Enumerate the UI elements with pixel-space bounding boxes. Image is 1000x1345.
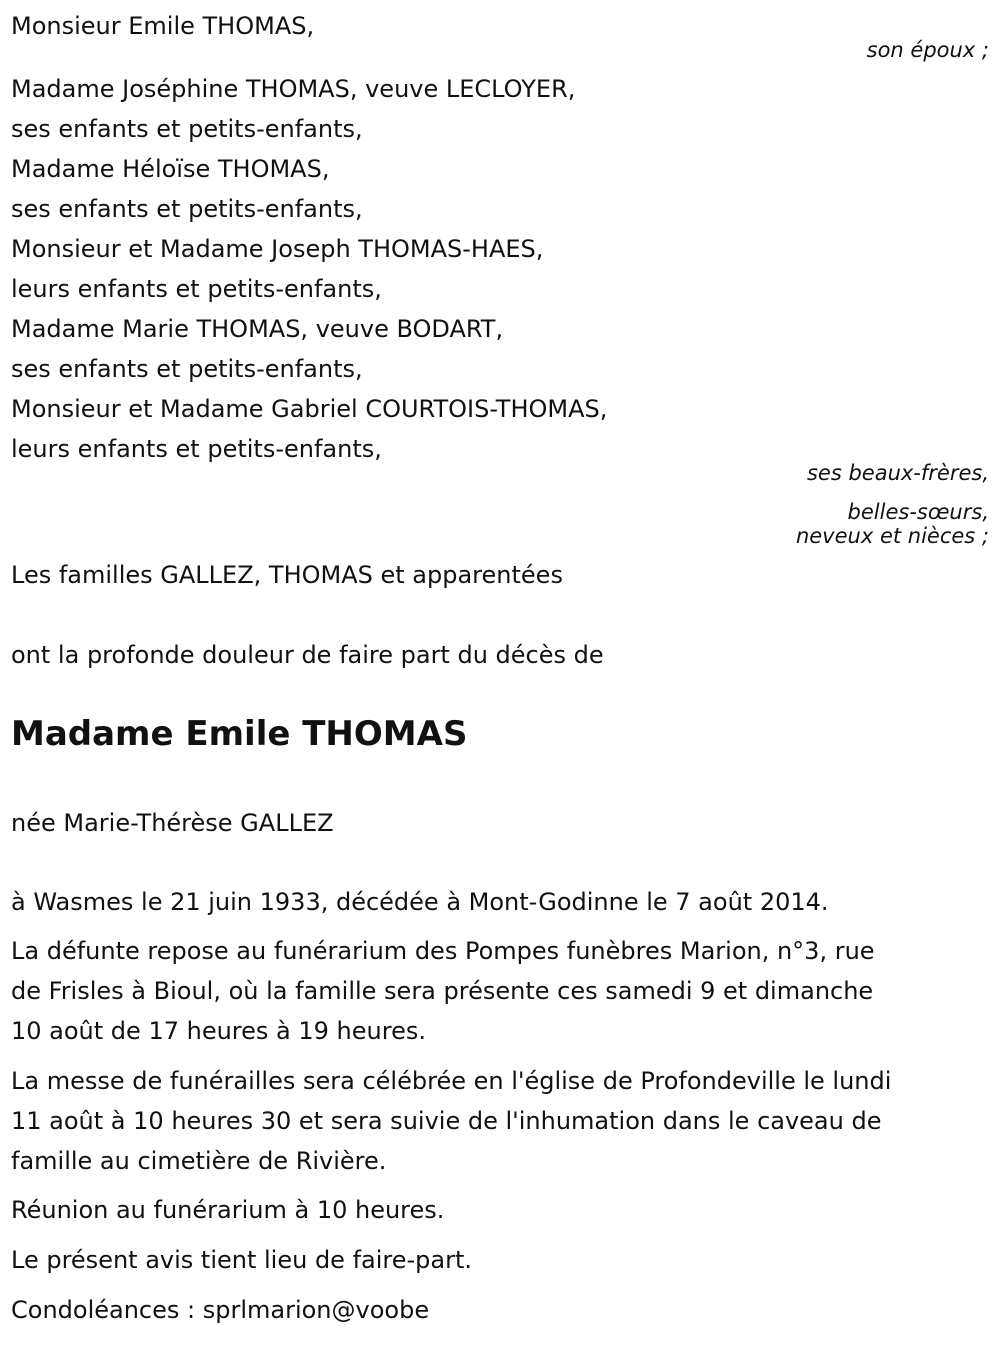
family-line: leurs enfants et petits-enfants, [11,435,382,463]
birth-name: née Marie-Thérèse GALLEZ [11,809,334,837]
birth-death-line: à Wasmes le 21 juin 1933, décédée à Mont-Godinne le 7 août 2014. [11,888,829,916]
family-relation-2: belles-sœurs, [847,500,989,524]
family-line: Madame Marie THOMAS, veuve BODART, [11,315,504,343]
mass-line: La messe de funérailles sera célébrée en l'église de Profondeville le lundi [11,1067,892,1095]
notice-line: Le présent avis tient lieu de faire-part. [11,1246,473,1274]
family-line: leurs enfants et petits-enfants, [11,275,382,303]
family-relation-1: ses beaux-frères, [806,461,989,485]
mass-line: 11 août à 10 heures 30 et sera suivie de l'inhumation dans le caveau de [11,1107,882,1135]
family-line: ses enfants et petits-enfants, [11,115,363,143]
family-line: ses enfants et petits-enfants, [11,355,363,383]
family-line: Madame Joséphine THOMAS, veuve LECLOYER, [11,75,576,103]
deceased-name: Madame Emile THOMAS [11,714,468,754]
repose-line: La défunte repose au funérarium des Pompes funèbres Marion, n°3, rue [11,937,875,965]
family-line: Monsieur et Madame Gabriel COURTOIS-THOMAS, [11,395,608,423]
husband-relation: son époux ; [866,38,989,62]
husband-name: Monsieur Emile THOMAS, [11,12,315,40]
families-line: Les familles GALLEZ, THOMAS et apparentées [11,561,563,589]
condolences-line: Condoléances : sprlmarion@voobe [11,1296,430,1324]
mass-line: famille au cimetière de Rivière. [11,1147,387,1175]
family-line: Monsieur et Madame Joseph THOMAS-HAES, [11,235,544,263]
family-line: ses enfants et petits-enfants, [11,195,363,223]
reunion-line: Réunion au funérarium à 10 heures. [11,1196,445,1224]
family-relation-3: neveux et nièces ; [795,524,989,548]
repose-line: 10 août de 17 heures à 19 heures. [11,1017,426,1045]
repose-line: de Frisles à Bioul, où la famille sera présente ces samedi 9 et dimanche [11,977,874,1005]
family-line: Madame Héloïse THOMAS, [11,155,330,183]
announcement-line: ont la profonde douleur de faire part du décès de [11,641,604,669]
